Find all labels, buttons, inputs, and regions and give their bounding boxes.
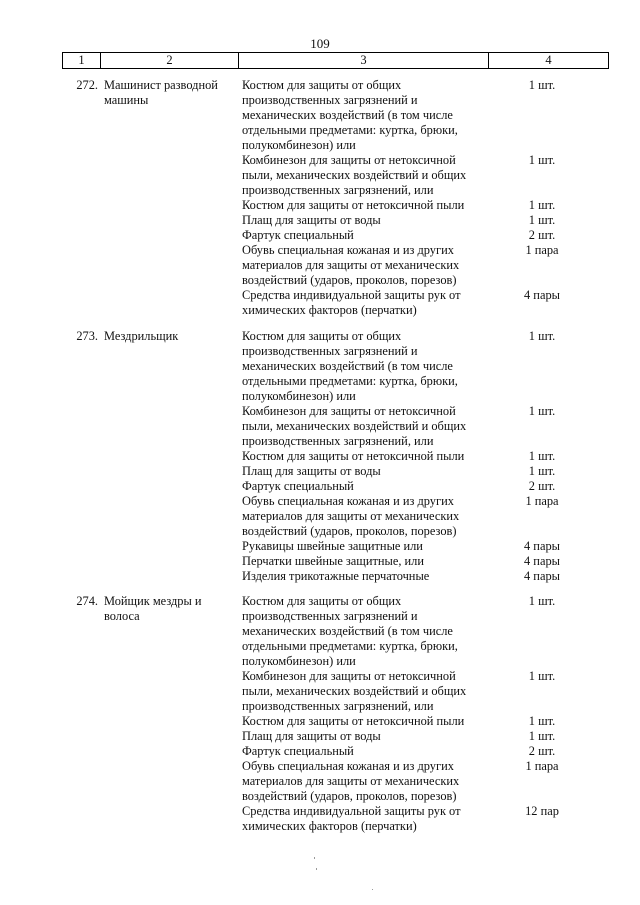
ppe-item-quantity: 4 пары	[524, 539, 560, 553]
ppe-item	[242, 464, 572, 479]
ppe-item	[242, 404, 572, 449]
ppe-item-quantity: 1 шт.	[528, 449, 556, 463]
ppe-item-quantity: 1 пара	[525, 494, 559, 508]
profession-name: Мойщик мездры и волоса	[104, 594, 202, 623]
ppe-item-name: Обувь специальная кожаная и из других материалов для защиты от механических воздействий (ударов, проколов, порезов)	[242, 494, 460, 538]
ppe-item	[242, 554, 572, 569]
ppe-item-name: Обувь специальная кожаная и из других материалов для защиты от механических воздействий (ударов, проколов, порезов)	[242, 243, 460, 287]
ppe-item-name: Средства индивидуальной защиты рук от химических факторов (перчатки)	[242, 804, 461, 833]
ppe-item-name: Костюм для защиты от общих производственных загрязнений и механических воздействий (в том числе отдельными предметами: куртка, брюки, полукомбинезон) или	[242, 594, 458, 668]
ppe-item	[242, 539, 572, 554]
ppe-item	[242, 288, 572, 318]
ppe-item	[242, 153, 572, 198]
ppe-item-quantity: 12 пар	[525, 804, 559, 818]
ppe-item-list	[242, 78, 572, 318]
ppe-item-name: Перчатки швейные защитные, или	[242, 554, 424, 568]
scan-speck	[372, 889, 373, 890]
page-number: 109	[310, 36, 330, 51]
ppe-item	[242, 213, 572, 228]
ppe-item-quantity: 4 пары	[524, 288, 560, 302]
ppe-item-list	[242, 329, 572, 584]
ppe-item	[242, 594, 572, 669]
ppe-item-list	[242, 594, 572, 834]
entry-number: 274.	[76, 594, 98, 608]
ppe-item-name: Фартук специальный	[242, 228, 354, 242]
ppe-item-name: Костюм для защиты от общих производственных загрязнений и механических воздействий (в том числе отдельными предметами: куртка, брюки, полукомбинезон) или	[242, 78, 458, 152]
scan-speck	[316, 868, 317, 870]
entry-number: 272.	[76, 78, 98, 92]
ppe-item-quantity: 1 шт.	[528, 729, 556, 743]
ppe-item	[242, 729, 572, 744]
ppe-item-name: Костюм для защиты от общих производственных загрязнений и механических воздействий (в том числе отдельными предметами: куртка, брюки, полукомбинезон) или	[242, 329, 458, 403]
ppe-item-quantity: 1 шт.	[528, 404, 556, 418]
profession-name: Машинист разводной машины	[104, 78, 218, 107]
entry-number: 273.	[76, 329, 98, 343]
ppe-item-name: Костюм для защиты от нетоксичной пыли	[242, 714, 465, 728]
ppe-item-quantity: 1 шт.	[528, 594, 556, 608]
ppe-item-quantity: 1 шт.	[528, 669, 556, 683]
ppe-item-quantity: 1 пара	[525, 243, 559, 257]
ppe-item-quantity: 1 шт.	[528, 329, 556, 343]
ppe-item	[242, 669, 572, 714]
ppe-item-quantity: 1 шт.	[528, 198, 556, 212]
ppe-item-quantity: 4 пары	[524, 569, 560, 583]
ppe-item-quantity: 2 шт.	[528, 479, 556, 493]
ppe-item-name: Комбинезон для защиты от нетоксичной пыли, механических воздействий и общих производственных загрязнений, или	[242, 669, 467, 713]
ppe-item	[242, 243, 572, 288]
ppe-item-quantity: 2 шт.	[528, 228, 556, 242]
column-header-2: 2	[101, 53, 239, 69]
ppe-item	[242, 479, 572, 494]
ppe-item-name: Комбинезон для защиты от нетоксичной пыли, механических воздействий и общих производственных загрязнений, или	[242, 404, 467, 448]
profession-name: Мездрильщик	[104, 329, 179, 343]
ppe-item-name: Фартук специальный	[242, 744, 354, 758]
ppe-item	[242, 329, 572, 404]
column-header-table	[62, 52, 609, 69]
ppe-item-quantity: 1 пара	[525, 759, 559, 773]
ppe-item-name: Изделия трикотажные перчаточные	[242, 569, 430, 583]
ppe-item	[242, 744, 572, 759]
ppe-item	[242, 78, 572, 153]
column-header-1: 1	[63, 53, 101, 69]
ppe-item	[242, 714, 572, 729]
ppe-item-name: Средства индивидуальной защиты рук от химических факторов (перчатки)	[242, 288, 461, 317]
column-header-3: 3	[239, 53, 489, 69]
ppe-item-name: Комбинезон для защиты от нетоксичной пыли, механических воздействий и общих производственных загрязнений, или	[242, 153, 467, 197]
ppe-item-quantity: 1 шт.	[528, 464, 556, 478]
ppe-item	[242, 804, 572, 834]
ppe-item-quantity: 1 шт.	[528, 153, 556, 167]
ppe-item	[242, 569, 572, 584]
ppe-item-quantity: 1 шт.	[528, 213, 556, 227]
ppe-item	[242, 449, 572, 464]
ppe-item-quantity: 1 шт.	[528, 78, 556, 92]
ppe-item	[242, 494, 572, 539]
ppe-item	[242, 228, 572, 243]
ppe-item-name: Костюм для защиты от нетоксичной пыли	[242, 449, 465, 463]
ppe-item-name: Обувь специальная кожаная и из других материалов для защиты от механических воздействий (ударов, проколов, порезов)	[242, 759, 460, 803]
scan-speck	[314, 857, 315, 859]
ppe-item-quantity: 1 шт.	[528, 714, 556, 728]
ppe-item	[242, 759, 572, 804]
ppe-item-name: Фартук специальный	[242, 479, 354, 493]
ppe-item-name: Костюм для защиты от нетоксичной пыли	[242, 198, 465, 212]
ppe-item-name: Плащ для защиты от воды	[242, 464, 381, 478]
column-header-4: 4	[489, 53, 609, 69]
ppe-item-name: Плащ для защиты от воды	[242, 729, 381, 743]
ppe-item-quantity: 4 пары	[524, 554, 560, 568]
ppe-item	[242, 198, 572, 213]
ppe-item-quantity: 2 шт.	[528, 744, 556, 758]
ppe-item-name: Плащ для защиты от воды	[242, 213, 381, 227]
ppe-item-name: Рукавицы швейные защитные или	[242, 539, 423, 553]
